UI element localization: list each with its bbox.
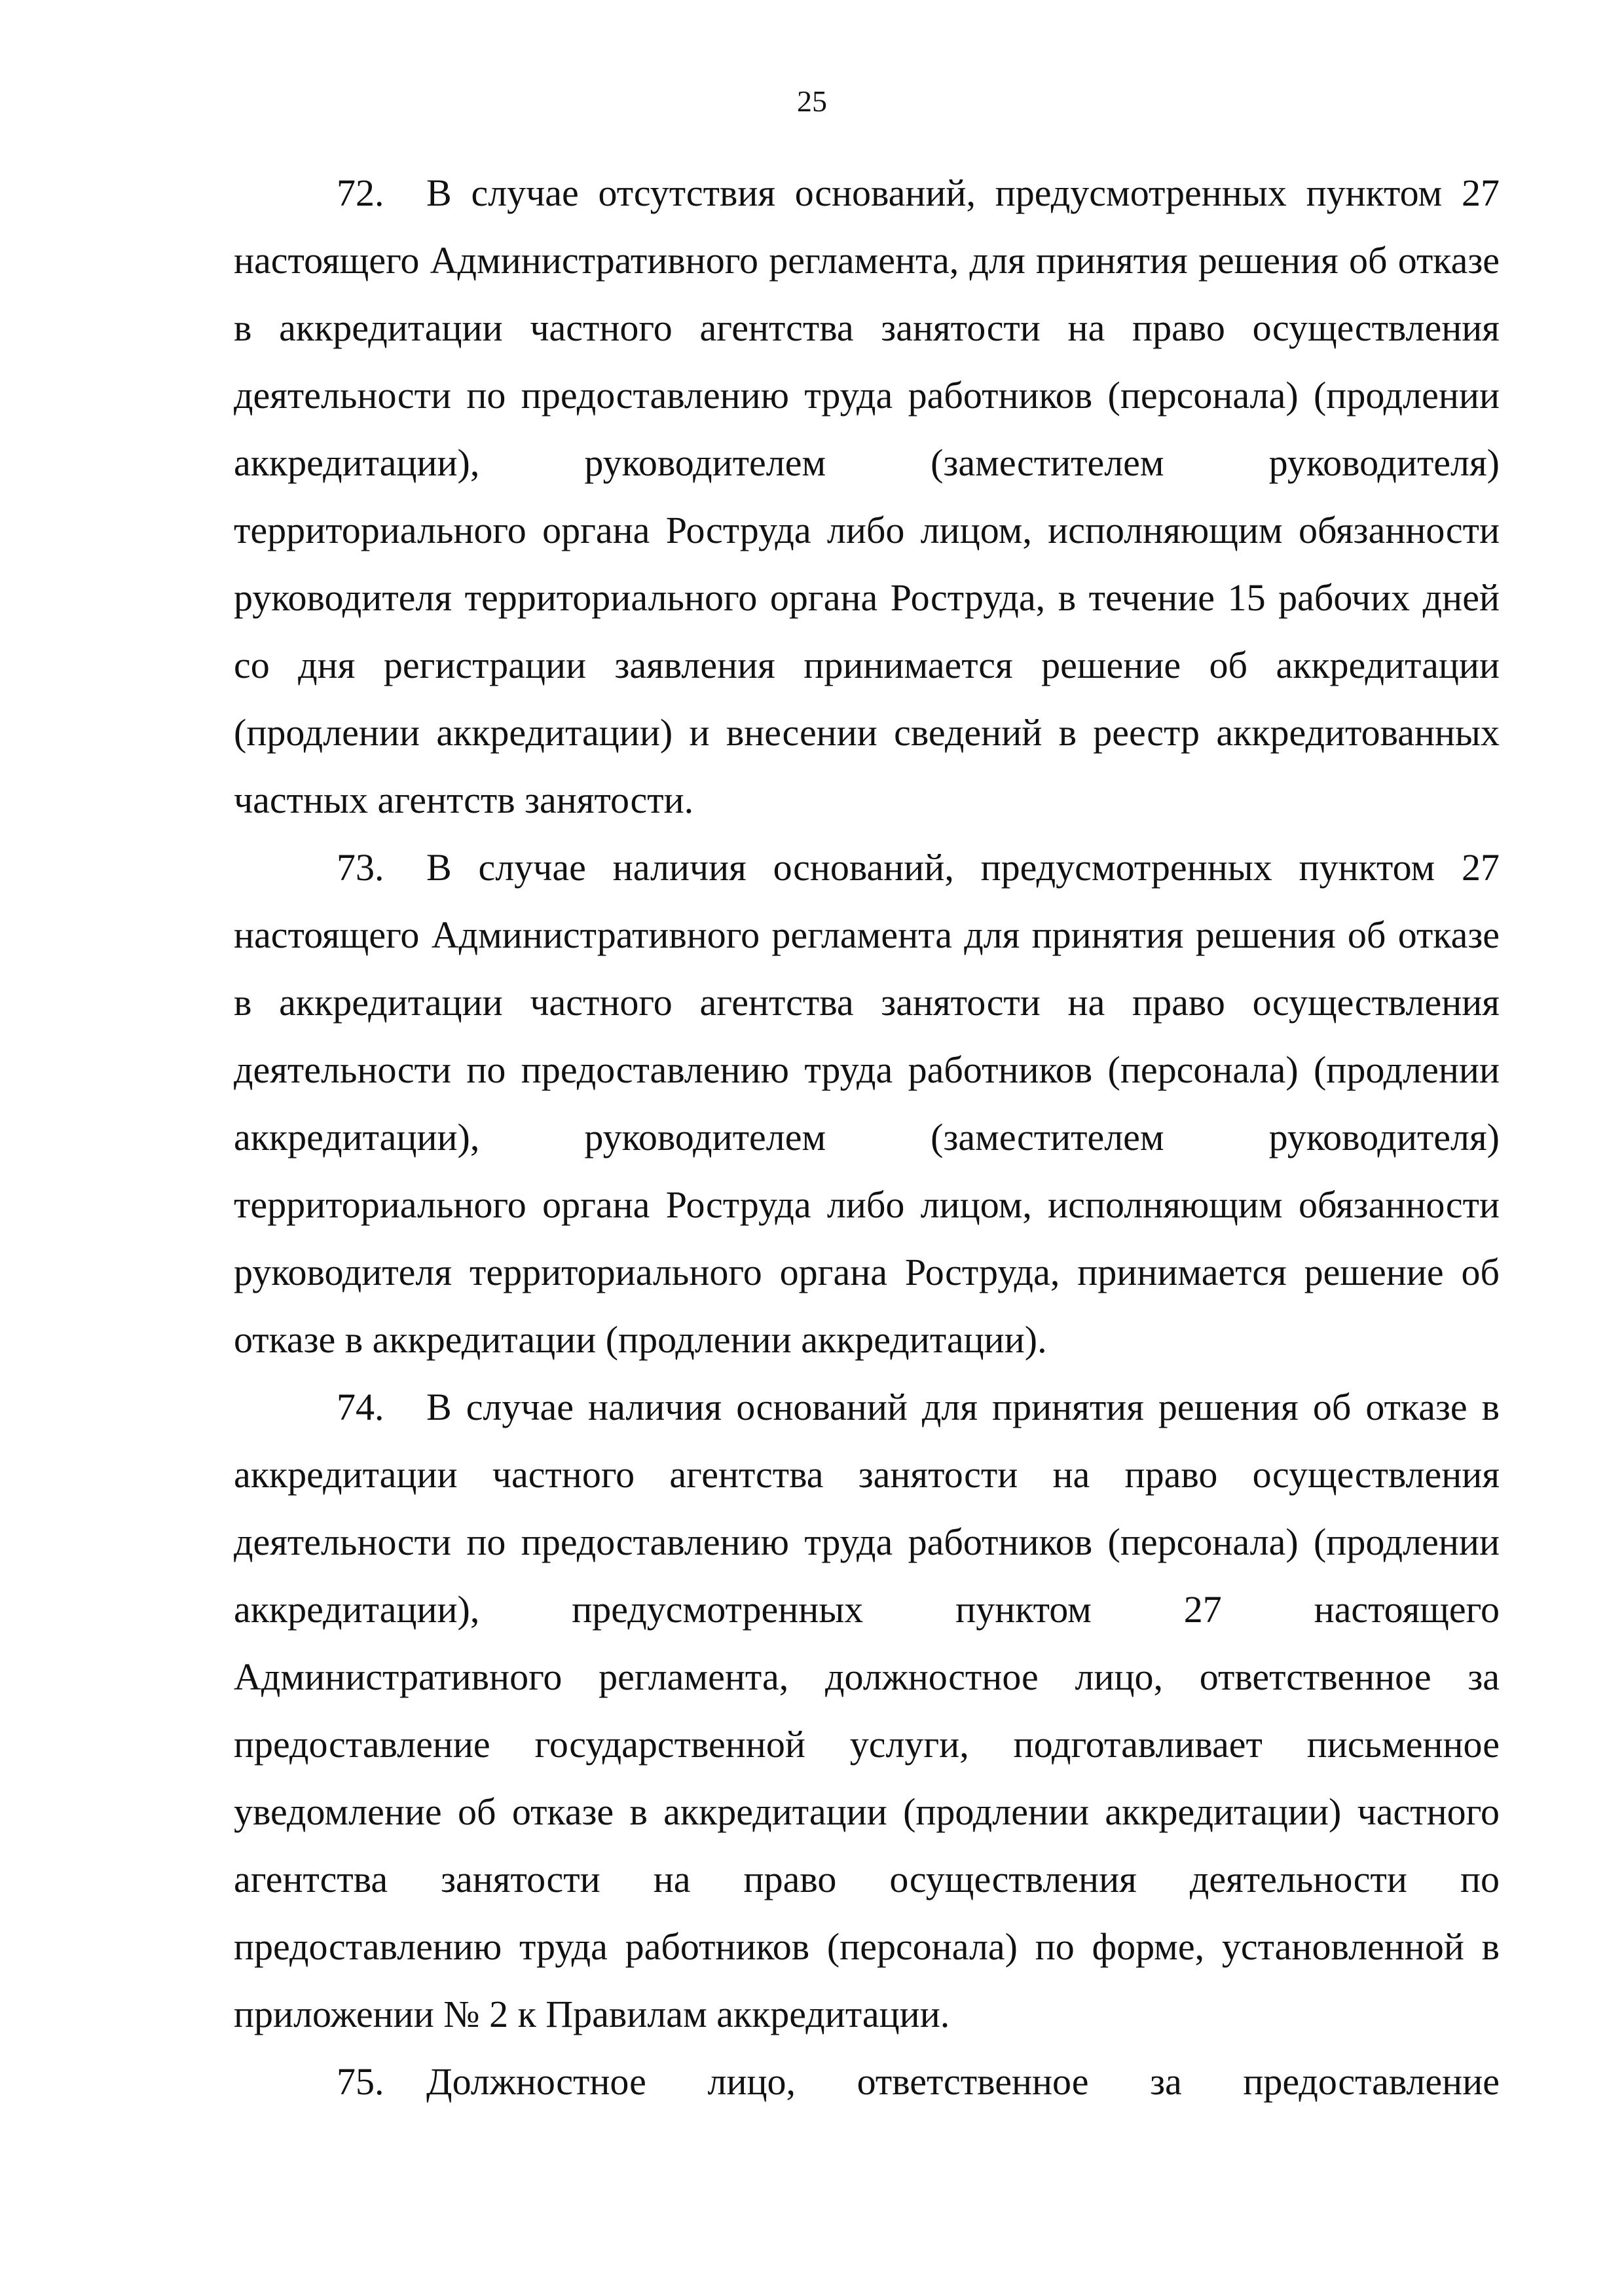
document-body (234, 159, 1500, 2115)
paragraph-text: В случае наличия оснований, предусмотренных пунктом 27 настоящего Административного регламента для принятия решения об отказе в аккредитации частного агентства занятости на право осуществления деятельности по предоставлению труда работников (персонала) (продлении аккредитации), руководителем (заместителем руководителя) территориального органа Роструда либо лицом, исполняющим обязанности руководителя территориального органа Роструда, принимается решение об отказе в аккредитации (продлении аккредитации). (234, 846, 1500, 1361)
paragraph-text: В случае отсутствия оснований, предусмотренных пунктом 27 настоящего Административного регламента, для принятия решения об отказе в аккредитации частного агентства занятости на право осуществления деятельности по предоставлению труда работников (персонала) (продлении аккредитации), руководителем (заместителем руководителя) территориального органа Роструда либо лицом, исполняющим обязанности руководителя территориального органа Роструда, в течение 15 рабочих дней со дня регистрации заявления принимается решение об аккредитации (продлении аккредитации) и внесении сведений в реестр аккредитованных частных агентств занятости. (234, 172, 1500, 821)
paragraph-74 (234, 1373, 1500, 2048)
paragraph-text: Должностное лицо, ответственное за предоставление (426, 2060, 1500, 2103)
paragraph-text: В случае наличия оснований для принятия решения об отказе в аккредитации частного агентства занятости на право осуществления деятельности по предоставлению труда работников (персонала) (продлении аккредитации), предусмотренных пунктом 27 настоящего Административного регламента, должностное лицо, ответственное за предоставление государственной услуги, подготавливает письменное уведомление об отказе в аккредитации (продлении аккредитации) частного агентства занятости на право осуществления деятельности по предоставлению труда работников (персонала) по форме, установленной в приложении № 2 к Правилам аккредитации. (234, 1386, 1500, 2035)
paragraph-number: 72. (337, 172, 384, 214)
paragraph-72 (234, 159, 1500, 834)
paragraph-75 (234, 2048, 1500, 2115)
page-number: 25 (797, 84, 827, 118)
paragraph-number: 73. (337, 846, 384, 889)
paragraph-number: 74. (337, 1386, 384, 1428)
paragraph-number: 75. (337, 2060, 384, 2103)
paragraph-73 (234, 834, 1500, 1373)
